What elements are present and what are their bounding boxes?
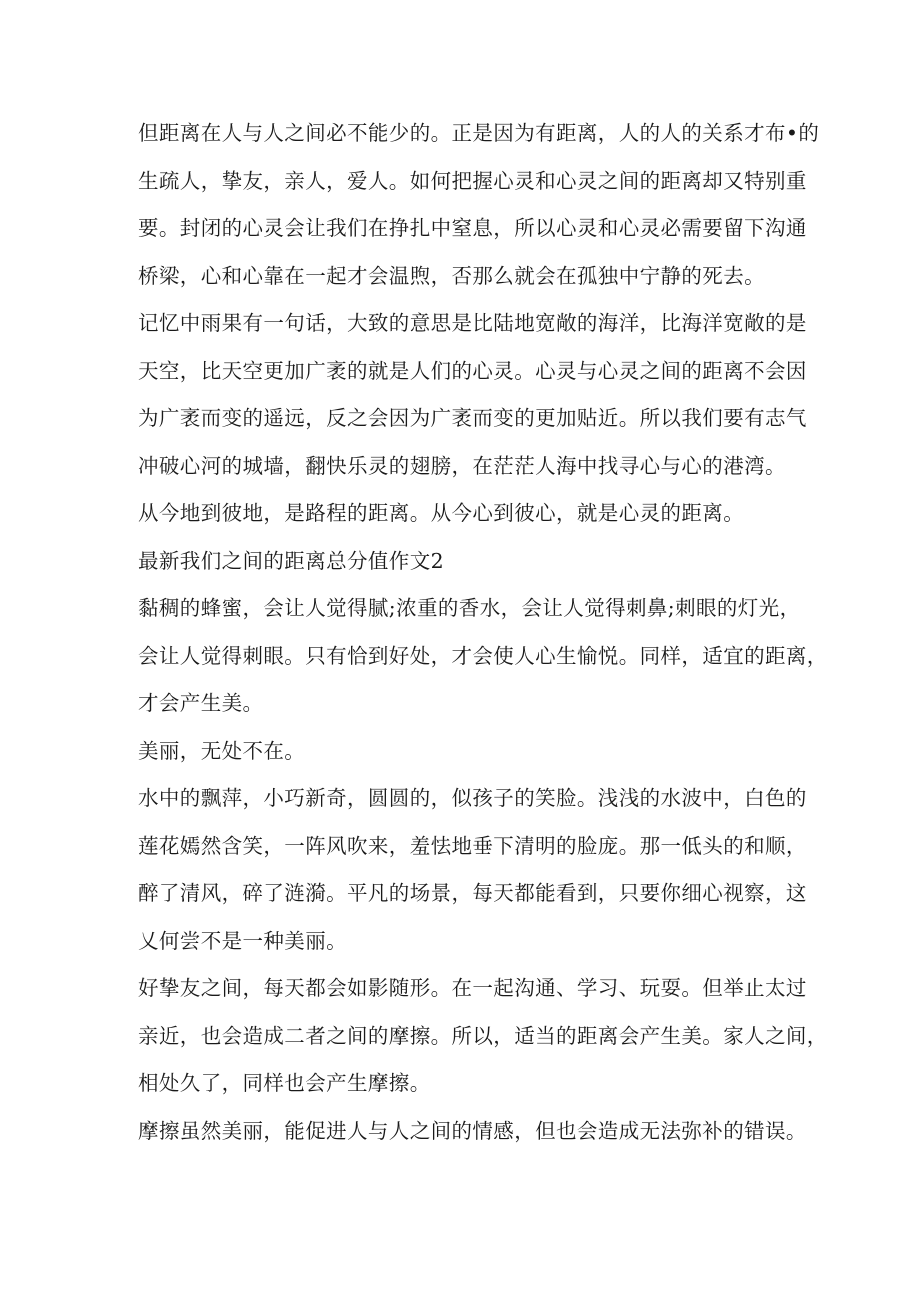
paragraph-5 bbox=[138, 585, 828, 728]
paragraph-3 bbox=[138, 490, 798, 538]
text-line: 醉了清风，碎了涟漪。平凡的场景，每天都能看到，只要你细心视察，这 bbox=[138, 881, 807, 905]
text-line: 要。封闭的心灵会让我们在挣扎中窒息，所以心灵和心灵必需要留下沟通 bbox=[138, 216, 807, 240]
text-line: 桥梁，心和心靠在一起才会温煦，否那么就会在孤独中宁静的死去。 bbox=[138, 263, 765, 288]
document-body bbox=[138, 110, 828, 1155]
text-line: 莲花嫣然含笑，一阵风吹来，羞怯地垂下清明的脸庞。那一低头的和顺， bbox=[138, 833, 807, 858]
paragraph-2 bbox=[138, 300, 807, 490]
text-line: 亲近，也会造成二者之间的摩擦。所以，适当的距离会产生美。家人之间， bbox=[138, 1023, 828, 1048]
text-line: 好挚友之间，每天都会如影随形。在一起沟通、学习、玩耍。但举止太过 bbox=[138, 976, 807, 1000]
text-line: 为广袤而变的遥远，反之会因为广袤而变的更加贴近。所以我们要有志气 bbox=[138, 406, 807, 430]
text-line: 相处久了，同样也会产生摩擦。 bbox=[138, 1071, 431, 1095]
paragraph-9 bbox=[138, 1108, 807, 1156]
section-heading bbox=[138, 538, 798, 586]
text-line: 生疏人，挚友，亲人，爱人。如何把握心灵和心灵之间的距离却又特别重 bbox=[138, 168, 807, 193]
paragraph-6 bbox=[138, 728, 798, 776]
text-line: 从今地到彼地，是路程的距离。从今心到彼心，就是心灵的距离。 bbox=[138, 501, 745, 525]
text-line: 乂何尝不是一种美丽。 bbox=[138, 928, 347, 953]
text-line: 但距离在人与人之间必不能少的。正是因为有距离，人的人的关系才布•的 bbox=[138, 121, 820, 145]
text-line: 会让人觉得刺眼。只有恰到好处，才会使人心生愉悦。同样，适宜的距离， bbox=[138, 643, 828, 668]
paragraph-1 bbox=[138, 110, 820, 300]
text-line: 美丽，无处不在。 bbox=[138, 738, 306, 763]
text-line: 冲破心河的城墙，翻快乐灵的翅膀，在茫茫人海中找寻心与心的港湾。 bbox=[138, 453, 786, 478]
text-line: 天空，比天空更加广袤的就是人们的心灵。心灵与心灵之间的距离不会因 bbox=[138, 358, 807, 383]
paragraph-8 bbox=[138, 965, 828, 1108]
text-line: 水中的飘萍，小巧新奇，圆圆的，似孩子的笑脸。浅浅的水波中，白色的 bbox=[138, 786, 807, 810]
heading-line: 最新我们之间的距离总分值作文2 bbox=[138, 548, 445, 573]
paragraph-7 bbox=[138, 775, 807, 965]
text-line: 才会产生美。 bbox=[138, 691, 264, 715]
text-line: 摩擦虽然美丽，能促进人与人之间的情感，但也会造成无法弥补的错误。 bbox=[138, 1118, 807, 1143]
text-line: 记忆中雨果有一句话，大致的意思是比陆地宽敞的海洋，比海洋宽敞的是 bbox=[138, 311, 807, 335]
text-line: 黏稠的蜂蜜，会让人觉得腻;浓重的香水，会让人觉得刺鼻;刺眼的灯光， bbox=[138, 596, 801, 620]
